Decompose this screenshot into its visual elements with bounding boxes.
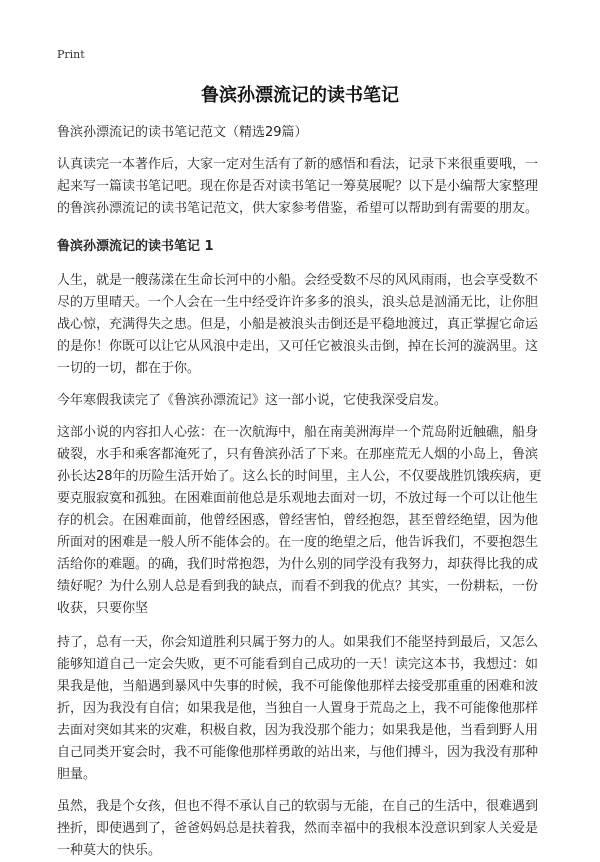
print-label: Print xyxy=(57,48,85,61)
document-subtitle: 鲁滨孙漂流记的读书笔记范文（精选29篇） xyxy=(57,125,308,140)
body-paragraph: 今年寒假我读完了《鲁滨孙漂流记》这一部小说，它使我深受启发。 xyxy=(57,393,448,408)
body-paragraph: 人生，就是一艘荡漾在生命长河中的小船。会经受数不尽的风风雨雨，也会享受数不尽的万里晴天。一个人会在一生中经受许许多多的浪头，浪头总是汹涌无比，让你胆战心惊，充满得失之患。但是，小船是被浪头击倒还是平稳地渡过，真正掌握它命运的是你！你既可以让它从风浪中走出，又可任它被浪头击倒，掉在长河的漩涡里。这一切的一切，都在于你。 xyxy=(57,273,539,376)
body-paragraph: 虽然，我是个女孩，但也不得不承认自己的软弱与无能，在自己的生活中，很难遇到挫折，即使遇到了，爸爸妈妈总是扶着我，然而幸福中的我根本没意识到家人关爱是一种莫大的快乐。 xyxy=(57,799,539,858)
section-heading: 鲁滨孙漂流记的读书笔记 1 xyxy=(57,239,214,254)
body-paragraph: 持了，总有一天，你会知道胜利只属于努力的人。如果我们不能坚持到最后，又怎么能够知道自己一定会失败，更不可能看到自己成功的一天！读完这本书，我想过：如果我是他，当船遇到暴风中失事的时候，我不可能像他那样去接受那重重的困难和波折，因为我没有自信；如果我是他，当独自一人置身于荒岛之上，我不可能像他那样去面对突如其来的灾难，积极自救，因为我没那个能力；如果我是他，当看到野人用自己同类开宴会时，我不可能像他那样勇敢的站出来，与他们搏斗，因为我没有那种胆量。 xyxy=(57,635,539,782)
document-body xyxy=(57,122,543,862)
document-title: 鲁滨孙漂流记的读书笔记 xyxy=(201,85,399,106)
body-paragraph: 这部小说的内容扣人心弦：在一次航海中，船在南美洲海岸一个荒岛附近触礁，船身破裂，水手和乘客都淹死了，只有鲁滨孙活了下来。在那座荒无人烟的小岛上，鲁滨孙长达28年的历险生活开始了。这么长的时间里，主人公，不仅要战胜饥饿疾病，更要克服寂寞和孤独。在困难面前他总是乐观地去面对一切，不放过每一个可以让他生存的机会。在困难面前，他曾经困惑，曾经害怕，曾经抱怨，甚至曾经绝望，因为他所面对的困难是一般人所不能体会的。在一度的绝望之后，他告诉我们，不要抱怨生活给你的难题。的确，我们时常抱怨，为什么别的同学没有我努力，却获得比我的成绩好呢？为什么别人总是看到我的缺点，而看不到我的优点？其实，一份耕耘，一份收获，只要你坚 xyxy=(57,425,542,616)
intro-paragraph: 认真读完一本著作后，大家一定对生活有了新的感悟和看法，记录下来很重要哦，一起来写一篇读书笔记吧。现在你是否对读书笔记一筹莫展呢？以下是小编帮大家整理的鲁滨孙漂流记的读书笔记范文，供大家参考借鉴，希望可以帮助到有需要的朋友。 xyxy=(57,157,539,216)
